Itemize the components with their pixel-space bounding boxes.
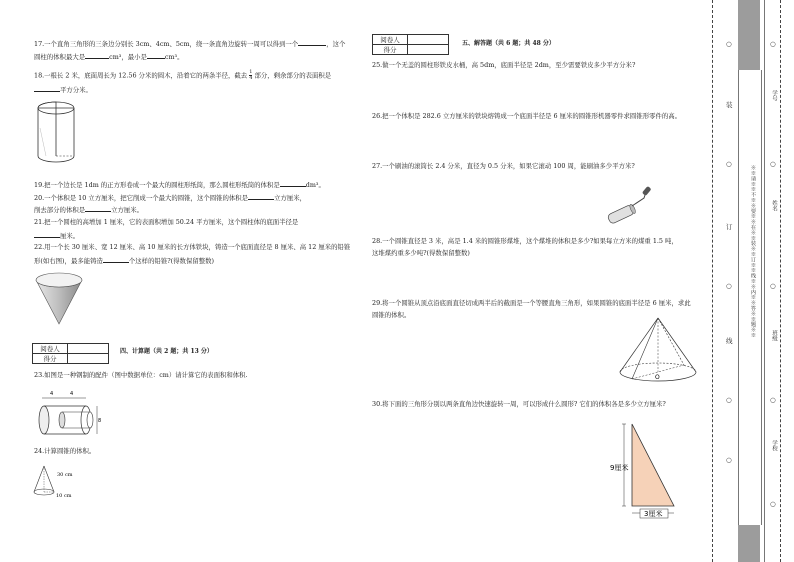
answer-blank[interactable] xyxy=(85,205,111,212)
question-25: 25.做一个无盖的圆柱形铁皮水桶，高 5dm，底面半径是 2dm，至少需要铁皮多少平方分米? xyxy=(372,61,636,69)
base-label: 3厘米 xyxy=(644,510,663,518)
dim-label: 4 xyxy=(50,391,54,397)
cone-volume-figure xyxy=(30,462,90,502)
dim-label: 30 cm xyxy=(57,472,73,478)
score-box-left: 阅卷人 得分 xyxy=(32,343,109,364)
score-cell[interactable] xyxy=(408,45,449,55)
section-4-title: 四、计算题（共 2 题；共 13 分） xyxy=(120,348,213,355)
binding-dashed-line-outer xyxy=(780,0,781,562)
answer-blank[interactable] xyxy=(298,39,326,46)
binding-label: 线 xyxy=(726,337,733,345)
question-27: 27.一个刷油的滚筒长 2.4 分米，直径为 0.5 分米，如果它滚动 100 周，能刷油多少平方米? xyxy=(372,162,635,170)
dim-label: 8 xyxy=(98,418,102,424)
binding-field-label: 姓名 xyxy=(771,200,777,211)
answer-blank[interactable] xyxy=(103,256,129,263)
binding-field-label: 班级 xyxy=(771,330,777,341)
steel-part-figure xyxy=(34,388,104,438)
cone-figure xyxy=(34,270,84,326)
binding-label: 订 xyxy=(726,223,733,231)
answer-blank[interactable] xyxy=(248,193,274,200)
binding-field-label: 学校 xyxy=(771,440,777,451)
binding-warning: ※※请※※不※※要※※在※※装※※订※※线※※内※※答※※题※※ xyxy=(750,165,756,338)
question-24: 24.计算圆锥的体积。 xyxy=(34,447,96,455)
binding-dashed-line-inner xyxy=(712,0,713,562)
question-23: 23.如图是一种钢制的配件（图中数据单位：cm）请计算它的表面积和体积. xyxy=(34,371,248,379)
answer-blank[interactable] xyxy=(147,52,165,59)
dim-label: 10 cm xyxy=(56,493,72,499)
answer-blank[interactable] xyxy=(34,85,60,92)
answer-blank[interactable] xyxy=(85,52,109,59)
gray-band-bottom xyxy=(738,525,760,562)
height-label: 9厘米 xyxy=(610,464,629,472)
center-label: O xyxy=(655,374,660,381)
right-triangle-figure xyxy=(604,420,704,520)
gray-band-top xyxy=(738,0,760,70)
cut-cylinder-figure xyxy=(34,98,84,168)
question-28: 28.一个圆锥直径是 3 米，高是 1.4 米的圆锥形煤堆，这个煤堆的体积是多少?如果每立方米的煤重 1.5 吨， xyxy=(372,237,678,245)
question-30: 30.将下面的三角形分别以两条直角边快速旋转一周，可以形成什么圆形? 它们的体积各是多少立方厘米? xyxy=(372,400,666,408)
binding-field-label: 学号 xyxy=(771,90,777,101)
paint-roller-figure xyxy=(604,186,664,226)
cone-cross-section-figure xyxy=(612,316,702,386)
answer-blank[interactable] xyxy=(280,180,306,187)
score-cell[interactable] xyxy=(408,35,449,45)
question-19: 19.把一个边长是 1dm 的正方形卷成一个最大的圆柱形纸筒，那么圆柱形纸筒的体积是 dm³。 xyxy=(34,181,325,189)
section-5-title: 五、解答题（共 6 题；共 48 分） xyxy=(462,40,555,47)
question-29: 29.将一个圆锥从顶点沿底面直径切成两半后的截面是一个等腰直角三角形，如果圆锥的底面半径是 6 厘米，求此 xyxy=(372,299,691,307)
score-cell[interactable] xyxy=(68,344,109,354)
score-box-right: 阅卷人 得分 xyxy=(372,34,449,55)
q17-text: 17.一个直角三角形的三条边分别长 3cm、4cm、5cm，绕一条直角边旋转一周可以得到一个 xyxy=(34,40,299,48)
score-cell[interactable] xyxy=(68,354,109,364)
dim-label: 4 xyxy=(70,391,74,397)
binding-outer-border xyxy=(764,0,765,562)
answer-blank[interactable] xyxy=(34,231,60,238)
binding-label: 装 xyxy=(726,101,733,109)
fraction: $\frac{1}{4}$ xyxy=(249,69,253,81)
question-26: 26.把一个体积是 282.6 立方厘米的铁块熔铸成一个底面半径是 6 厘米的圆锥形机器零件求圆锥形零件的高。 xyxy=(372,112,682,120)
